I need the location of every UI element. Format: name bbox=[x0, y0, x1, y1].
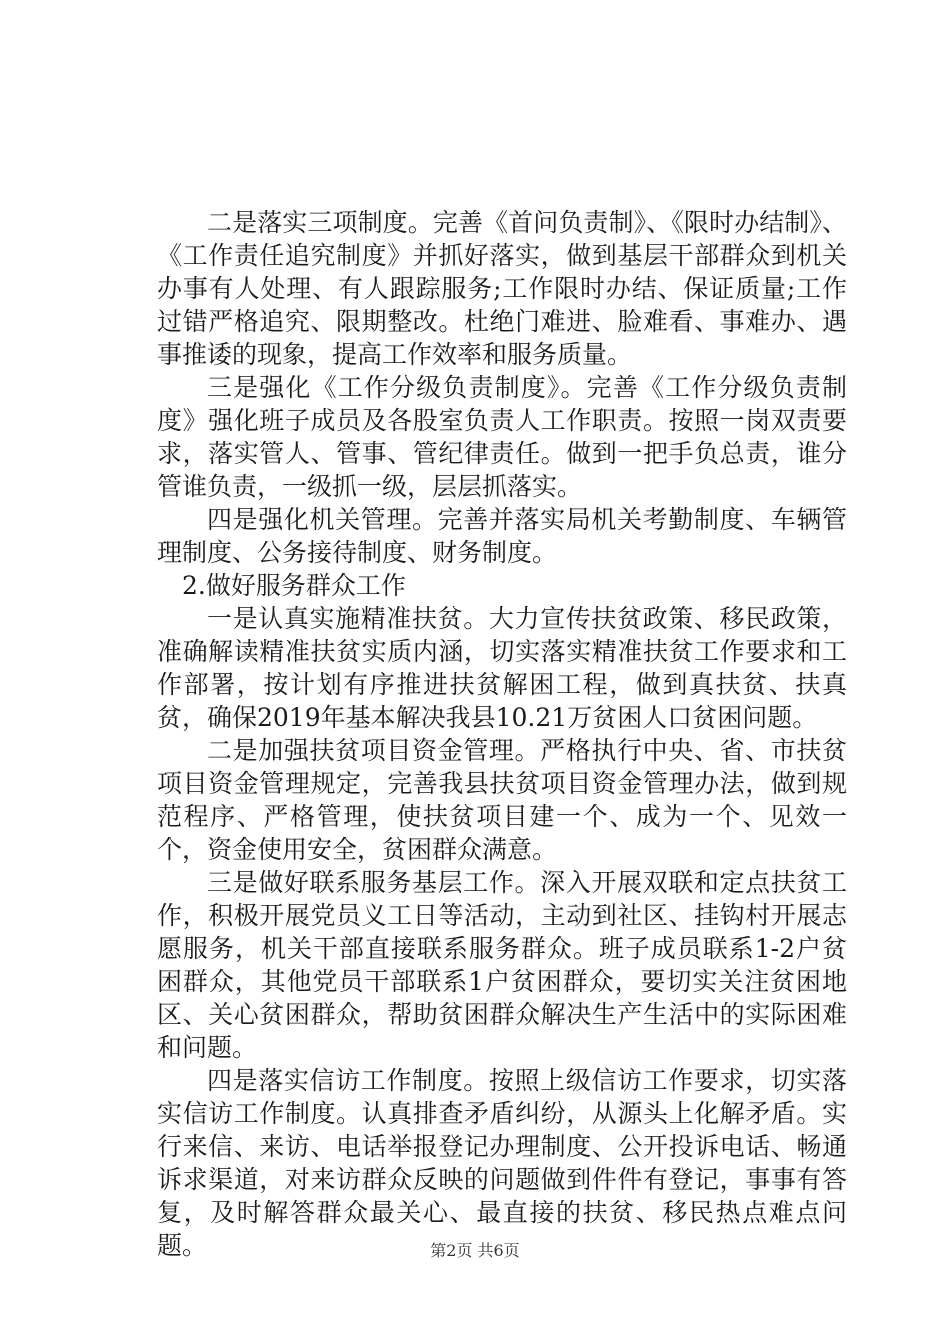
paragraph-petition-system: 四是落实信访工作制度。按照上级信访工作要求，切实落实信访工作制度。认真排查矛盾纠纷，从源头上化解矛盾。实行来信、来访、电话举报登记办理制度、公开投诉电话、畅通诉求渠道，对来访群众反映的问题做到件件有登记，事事有答复，及时解答群众最关心、最直接的扶贫、移民热点难点问题。 bbox=[157, 1066, 847, 1260]
paragraph-precise-poverty-relief: 一是认真实施精准扶贫。大力宣传扶贫政策、移民政策，准确解读精准扶贫实质内涵，切实落实精准扶贫工作要求和工作部署，按计划有序推进扶贫解困工程，做到真扶贫、扶真贫，确保2019年基本解决我县10.21万贫困人口贫困问题。 bbox=[157, 604, 847, 732]
paragraph-three-systems: 二是落实三项制度。完善《首问负责制》、《限时办结制》、《工作责任追究制度》并抓好落实，做到基层干部群众到机关办事有人处理、有人跟踪服务;工作限时办结、保证质量;工作过错严格追究、限期整改。杜绝门难进、脸难看、事难办、遇事推诿的现象，提高工作效率和服务质量。 bbox=[157, 208, 847, 369]
page-number-footer: 第2页 共6页 bbox=[430, 1241, 520, 1260]
document-body bbox=[157, 206, 847, 1262]
paragraph-office-management: 四是强化机关管理。完善并落实局机关考勤制度、车辆管理制度、公务接待制度、财务制度。 bbox=[157, 505, 847, 567]
section-heading-serve-public: 2.做好服务群众工作 bbox=[182, 571, 406, 600]
paragraph-fund-management: 二是加强扶贫项目资金管理。严格执行中央、省、市扶贫项目资金管理规定，完善我县扶贫项目资金管理办法，做到规范程序、严格管理，使扶贫项目建一个、成为一个、见效一个，资金使用安全，贫困群众满意。 bbox=[157, 736, 847, 864]
paragraph-grassroots-liaison: 三是做好联系服务基层工作。深入开展双联和定点扶贫工作，积极开展党员义工日等活动，主动到社区、挂钩村开展志愿服务，机关干部直接联系服务群众。班子成员联系1-2户贫困群众，其他党员干部联系1户贫困群众，要切实关注贫困地区、关心贫困群众，帮助贫困群众解决生产生活中的实际困难和问题。 bbox=[157, 868, 847, 1062]
paragraph-graded-responsibility: 三是强化《工作分级负责制度》。完善《工作分级负责制度》强化班子成员及各股室负责人工作职责。按照一岗双责要求，落实管人、管事、管纪律责任。做到一把手负总责，谁分管谁负责，一级抓一级，层层抓落实。 bbox=[157, 373, 847, 501]
